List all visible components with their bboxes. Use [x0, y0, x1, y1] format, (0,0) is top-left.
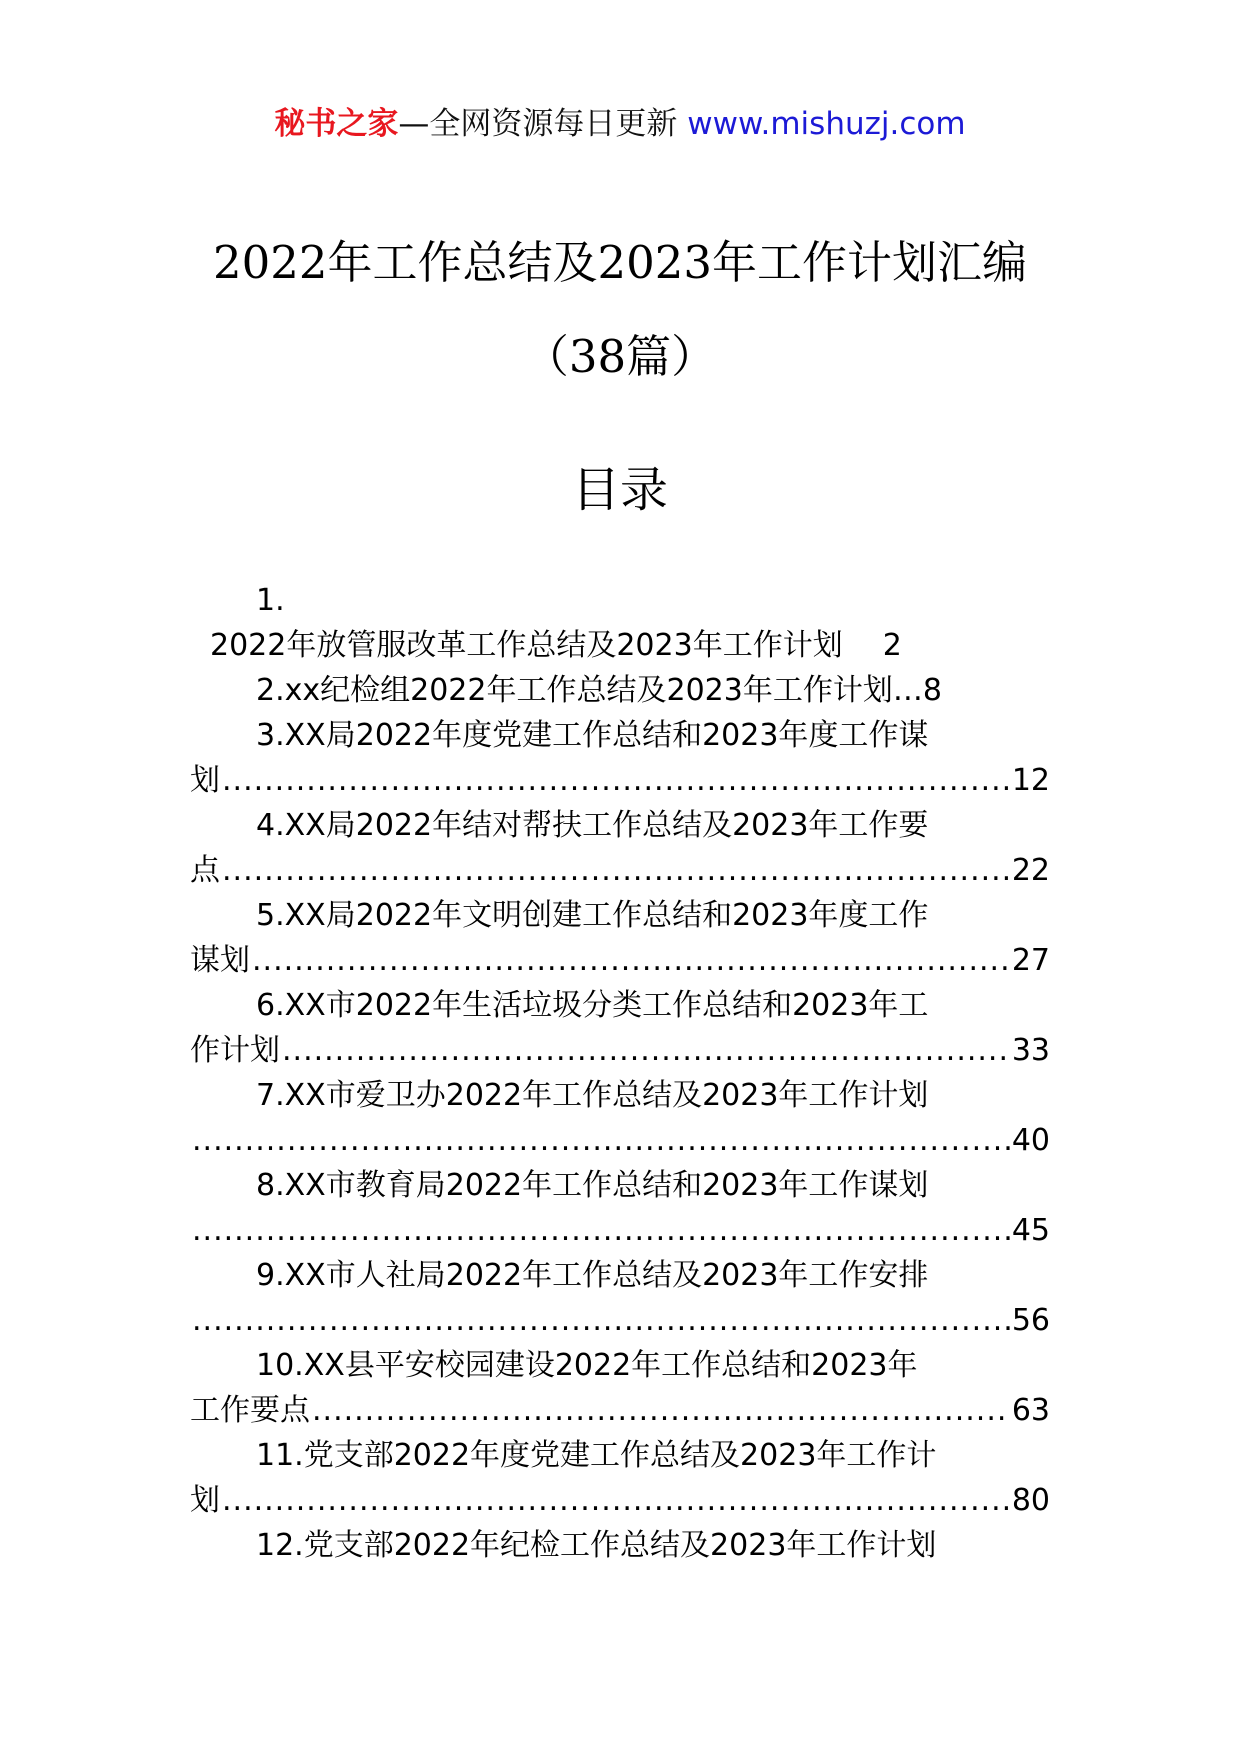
- dot-leader: [252, 938, 1010, 983]
- dot-leader: [282, 1028, 1010, 1073]
- toc-entry-page: 40: [1011, 1123, 1050, 1158]
- toc-entry-page: 63: [1011, 1393, 1050, 1428]
- toc-entry-title-cont: 划: [190, 1483, 220, 1518]
- toc-entry-title-line: 10.XX县平安校园建设2022年工作总结和2023年: [256, 1348, 918, 1383]
- dot-leader: [192, 1208, 1010, 1253]
- toc-entry-title-line: 6.XX市2022年生活垃圾分类工作总结和2023年工: [256, 988, 929, 1023]
- toc-entry-title-line: 11.党支部2022年度党建工作总结及2023年工作计: [256, 1438, 937, 1473]
- toc-entry-leader-line: [190, 1478, 1050, 1523]
- document-title: 2022年工作总结及2023年工作计划汇编: [212, 236, 1028, 289]
- toc-entry-title-cont: 作计划: [190, 1033, 280, 1068]
- document-subtitle: （38篇）: [523, 330, 717, 383]
- site-url[interactable]: www.mishuzj.com: [687, 106, 966, 142]
- toc-entry-page: 80: [1011, 1483, 1050, 1518]
- toc-entry-page: 12: [1011, 763, 1050, 798]
- toc-entry-1[interactable]: [190, 578, 1050, 668]
- toc-entry-leader-line: [190, 1298, 1050, 1343]
- toc-entry-title-line: 4.XX局2022年结对帮扶工作总结及2023年工作要: [256, 808, 929, 843]
- toc-entry-title: 2022年放管服改革工作总结及2023年工作计划: [210, 628, 843, 663]
- toc-entry-leader-line: [190, 1028, 1050, 1073]
- toc-entry-title-cont: 点: [190, 853, 220, 888]
- toc-entry-leader-line: [190, 938, 1050, 983]
- site-header: [0, 100, 1240, 148]
- toc-entry-title-line: [190, 623, 1050, 668]
- brand-name: 秘书之家: [274, 106, 399, 142]
- toc-entry-7[interactable]: [190, 1073, 1050, 1163]
- toc-entry-leader-line: [190, 848, 1050, 893]
- toc-entry-title-cont: 工作要点: [190, 1393, 310, 1428]
- dot-leader: [192, 1118, 1010, 1163]
- toc-entry-page: 8: [922, 673, 942, 708]
- toc-entry-number: 1.: [256, 583, 285, 618]
- toc-entry-title-cont: 谋划: [190, 943, 250, 978]
- toc-entry-page: 2: [882, 628, 902, 663]
- toc-entry-2[interactable]: [190, 668, 1050, 713]
- toc-entry-leader-line: [190, 1118, 1050, 1163]
- toc-entry-title-cont: 划: [190, 763, 220, 798]
- toc-entry-3[interactable]: [190, 713, 1050, 803]
- dot-leader: [312, 1388, 1010, 1433]
- dot-leader: [222, 848, 1010, 893]
- toc-entry-9[interactable]: [190, 1253, 1050, 1343]
- toc-entry-leader-line: [190, 758, 1050, 803]
- toc-entry-4[interactable]: [190, 803, 1050, 893]
- toc-entry-page: 45: [1011, 1213, 1050, 1248]
- toc-entry-title-line: 5.XX局2022年文明创建工作总结和2023年度工作: [256, 898, 929, 933]
- toc-entry-6[interactable]: [190, 983, 1050, 1073]
- dot-leader: [222, 758, 1010, 803]
- toc-entry-page: 27: [1011, 943, 1050, 978]
- toc-entry-title-line: 3.XX局2022年度党建工作总结和2023年度工作谋: [256, 718, 929, 753]
- toc-entry-title-line: 9.XX市人社局2022年工作总结及2023年工作安排: [256, 1258, 929, 1293]
- toc-entry-leader-line: [190, 1388, 1050, 1433]
- toc-entry-5[interactable]: [190, 893, 1050, 983]
- toc-entry-page: 56: [1011, 1303, 1050, 1338]
- toc-entry-page: 33: [1011, 1033, 1050, 1068]
- table-of-contents: [190, 578, 1050, 1568]
- toc-heading: 目录: [571, 462, 668, 518]
- toc-entry-title-line: 7.XX市爱卫办2022年工作总结及2023年工作计划: [256, 1078, 929, 1113]
- toc-entry-title: 2.xx纪检组2022年工作总结及2023年工作计划…: [256, 673, 923, 708]
- toc-entry-8[interactable]: [190, 1163, 1050, 1253]
- toc-entry-page: 22: [1011, 853, 1050, 888]
- toc-entry-line: [190, 668, 1050, 713]
- toc-entry-12[interactable]: [190, 1523, 1050, 1568]
- dot-leader: [222, 1478, 1010, 1523]
- toc-entry-title-line: 12.党支部2022年纪检工作总结及2023年工作计划: [256, 1528, 937, 1563]
- toc-entry-leader-line: [190, 1208, 1050, 1253]
- toc-entry-10[interactable]: [190, 1343, 1050, 1433]
- dot-leader: [192, 1298, 1010, 1343]
- toc-entry-11[interactable]: [190, 1433, 1050, 1523]
- header-slogan: —全网资源每日更新: [398, 106, 678, 142]
- toc-entry-title-line: 8.XX市教育局2022年工作总结和2023年工作谋划: [256, 1168, 929, 1203]
